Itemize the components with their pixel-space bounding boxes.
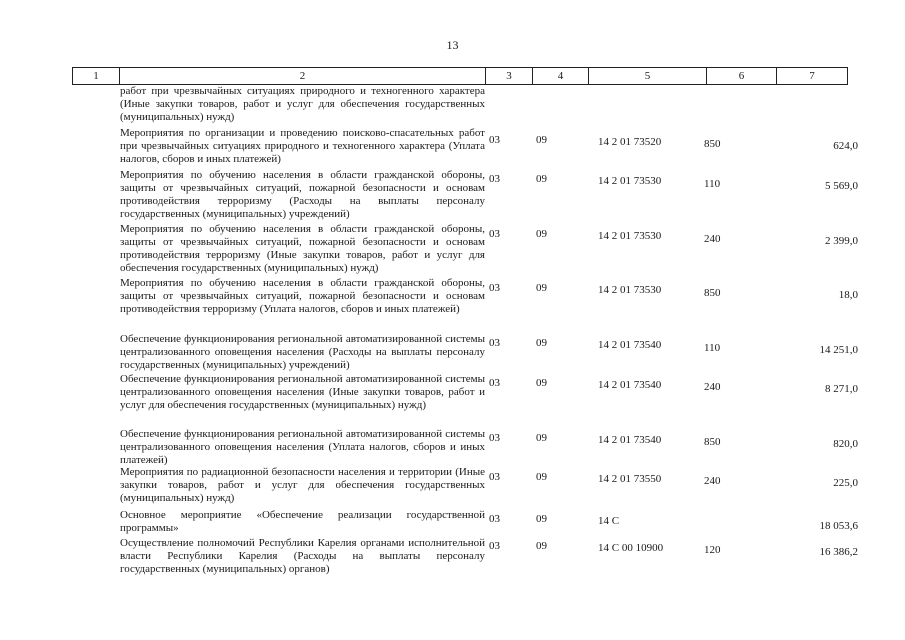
header-col-2: 2: [120, 68, 486, 84]
row-expense-type: 110: [704, 342, 721, 354]
row-subsection-code: 09: [536, 173, 547, 185]
row-section-code: 03: [489, 377, 500, 389]
row-amount: 2 399,0: [825, 235, 858, 247]
row-amount: 5 569,0: [825, 180, 858, 192]
row-target-article: 14 2 01 73530: [598, 230, 662, 242]
row-description: Обеспечение функционирования региональной автоматизированной системы централизованного оповещения населения (Иные закупки товаров, работ и услуг для обеспечения государственных (муниципальных) нужд): [120, 373, 485, 411]
header-col-1: 1: [73, 68, 120, 84]
row-expense-type: 240: [704, 381, 721, 393]
page-number: 13: [446, 38, 459, 52]
row-subsection-code: 09: [536, 282, 547, 294]
row-subsection-code: 09: [536, 337, 547, 349]
row-section-code: 03: [489, 173, 500, 185]
row-section-code: 03: [489, 228, 500, 240]
row-amount: 820,0: [833, 438, 858, 450]
row-amount: 624,0: [833, 140, 858, 152]
row-amount: 14 251,0: [819, 344, 858, 356]
header-col-3: 3: [486, 68, 533, 84]
row-amount: 225,0: [833, 477, 858, 489]
row-description: Основное мероприятие «Обеспечение реализации государственной программы»: [120, 509, 485, 534]
header-col-4: 4: [533, 68, 589, 84]
row-subsection-code: 09: [536, 540, 547, 552]
row-subsection-code: 09: [536, 228, 547, 240]
row-description: Мероприятия по обучению населения в области гражданской обороны, защиты от чрезвычайных ситуаций, пожарной безопасности и основам противодействия терроризму (Иные закупки товаров, работ и услуг для обеспечения государственных (муниципальных) нужд): [120, 223, 485, 274]
row-description: Мероприятия по обучению населения в области гражданской обороны, защиты от чрезвычайных ситуаций, пожарной безопасности и основам противодействия терроризму (Уплата налогов, сборов и иных платежей): [120, 277, 485, 315]
header-col-6: 6: [707, 68, 777, 84]
row-target-article: 14 2 01 73540: [598, 379, 662, 391]
row-target-article: 14 2 01 73540: [598, 339, 662, 351]
row-description: Мероприятия по обучению населения в области гражданской обороны, защиты от чрезвычайных ситуаций, пожарной безопасности и основам противодействия терроризму (Расходы на выплаты персоналу государственных (муниципальных) учреждений): [120, 169, 485, 220]
row-subsection-code: 09: [536, 432, 547, 444]
row-target-article: 14 2 01 73530: [598, 284, 662, 296]
row-section-code: 03: [489, 432, 500, 444]
row-expense-type: 240: [704, 475, 721, 487]
row-section-code: 03: [489, 471, 500, 483]
row-section-code: 03: [489, 337, 500, 349]
row-target-article: 14 2 01 73550: [598, 473, 662, 485]
row-target-article: 14 2 01 73540: [598, 434, 662, 446]
row-expense-type: 850: [704, 436, 721, 448]
row-amount: 16 386,2: [819, 546, 858, 558]
header-col-7: 7: [809, 70, 815, 82]
row-expense-type: 240: [704, 233, 721, 245]
row-expense-type: 110: [704, 178, 721, 190]
row-amount: 18 053,6: [819, 520, 858, 532]
row-expense-type: 850: [704, 287, 721, 299]
row-subsection-code: 09: [536, 377, 547, 389]
row-amount: 18,0: [838, 289, 858, 301]
row-target-article: 14 2 01 73520: [598, 136, 662, 148]
row-description: Обеспечение функционирования региональной автоматизированной системы централизованного оповещения населения (Уплата налогов, сборов и иных платежей): [120, 428, 485, 466]
row-section-code: 03: [489, 134, 500, 146]
row-section-code: 03: [489, 282, 500, 294]
row-expense-type: 120: [704, 544, 721, 556]
row-subsection-code: 09: [536, 134, 547, 146]
row-subsection-code: 09: [536, 513, 547, 525]
row-subsection-code: 09: [536, 471, 547, 483]
row-section-code: 03: [489, 513, 500, 525]
row-section-code: 03: [489, 540, 500, 552]
row-description: Мероприятия по организации и проведению поисково-спасательных работ при чрезвычайных ситуациях природного и техногенного характера (Уплата налогов, сборов и иных платежей): [120, 127, 485, 165]
row-description: работ при чрезвычайных ситуациях природного и техногенного характера (Иные закупки товаров, работ и услуг для обеспечения государственных (муниципальных) нужд): [120, 85, 485, 123]
row-description: Мероприятия по радиационной безопасности населения и территории (Иные закупки товаров, работ и услуг для обеспечения государственных (муниципальных) нужд): [120, 466, 485, 504]
row-expense-type: 850: [704, 138, 721, 150]
row-target-article: 14 2 01 73530: [598, 175, 662, 187]
row-target-article: 14 С: [598, 515, 620, 527]
row-description: Осуществление полномочий Республики Карелия органами исполнительной власти Республики Карелия (Расходы на выплаты персоналу государственных (муниципальных) органов): [120, 537, 485, 575]
row-description: Обеспечение функционирования региональной автоматизированной системы централизованного оповещения населения (Расходы на выплаты персоналу государственных (муниципальных) учреждений): [120, 333, 485, 371]
row-target-article: 14 С 00 10900: [598, 542, 664, 554]
row-amount: 8 271,0: [825, 383, 858, 395]
header-col-5: 5: [589, 68, 707, 84]
